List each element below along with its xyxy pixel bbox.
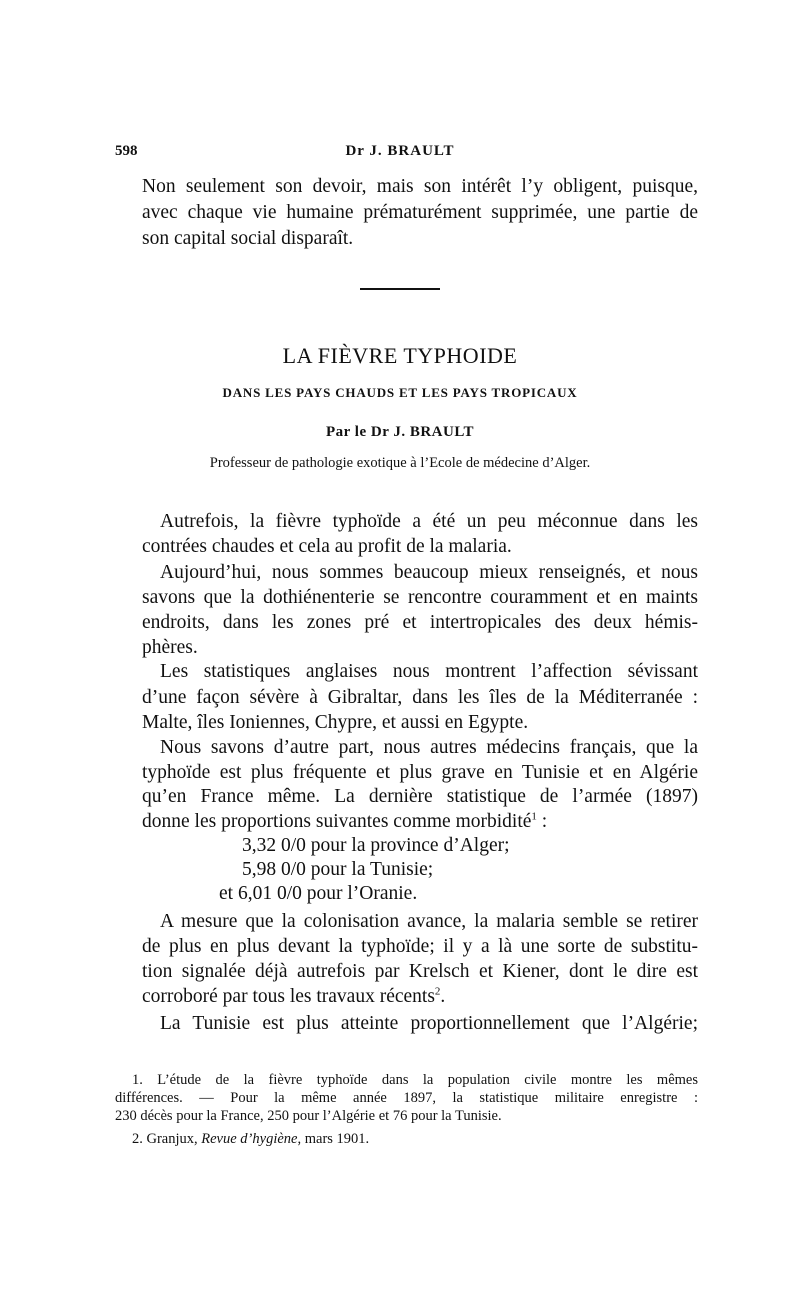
statistic-line: et 6,01 0/0 pour l’Oranie. bbox=[219, 883, 418, 904]
footnote-ref: 1 bbox=[531, 810, 537, 823]
text-line: Non seulement son devoir, mais son intérêt l’y obligent, puisque, bbox=[142, 176, 698, 197]
section-divider bbox=[360, 288, 440, 290]
text-line: tion signalée déjà autrefois par Krelsch et Kiener, dont le dire est bbox=[142, 961, 698, 982]
text-line: avec chaque vie humaine prématurément supprimée, une partie de bbox=[142, 202, 698, 223]
text-line: endroits, dans les zones pré et intertropicales des deux hémis- bbox=[142, 612, 698, 633]
running-head: Dr J. BRAULT bbox=[345, 143, 455, 159]
footnote-line: 1. L’étude de la fièvre typhoïde dans la population civile montre les mêmes bbox=[132, 1072, 698, 1088]
text-line: savons que la dothiénenterie se rencontre couramment et en maints bbox=[142, 587, 698, 608]
text-line: Les statistiques anglaises nous montrent l’affection sévissant bbox=[160, 661, 698, 682]
text-line: Nous savons d’autre part, nous autres médecins français, que la bbox=[160, 737, 698, 758]
text-line: Autrefois, la fièvre typhoïde a été un peu méconnue dans les bbox=[160, 511, 698, 532]
footnote-line: 2. Granjux, Revue d’hygiène, mars 1901. bbox=[132, 1131, 370, 1147]
footnote-ref: 2 bbox=[434, 985, 441, 998]
text-line: qu’en France même. La dernière statistique de l’armée (1897) bbox=[142, 786, 698, 807]
article-byline: Par le Dr J. BRAULT bbox=[326, 424, 474, 440]
text-line: son capital social disparaît. bbox=[142, 228, 354, 249]
author-affiliation: Professeur de pathologie exotique à l’Ecole de médecine d’Alger. bbox=[209, 455, 591, 471]
text-line: Aujourd’hui, nous sommes beaucoup mieux renseignés, et nous bbox=[160, 562, 698, 583]
statistic-line: 5,98 0/0 pour la Tunisie; bbox=[242, 859, 434, 880]
article-subtitle: DANS LES PAYS CHAUDS ET LES PAYS TROPICAUX bbox=[222, 385, 578, 400]
text-line: d’une façon sévère à Gibraltar, dans les îles de la Méditerranée : bbox=[142, 687, 698, 708]
text-line: phères. bbox=[142, 637, 198, 658]
journal-title: Revue d’hygiène bbox=[201, 1131, 298, 1147]
footnote-line: différences. — Pour la même année 1897, la statistique militaire enregistre : bbox=[115, 1090, 698, 1106]
text-line: Malte, îles Ioniennes, Chypre, et aussi en Egypte. bbox=[142, 712, 529, 733]
text-line: A mesure que la colonisation avance, la malaria semble se retirer bbox=[160, 911, 698, 932]
text-line: corroboré par tous les travaux récents$^2$. bbox=[142, 985, 446, 1007]
text-line: donne les proportions suivantes comme morbidité$^1$ : bbox=[142, 810, 548, 832]
article-title: LA FIÈVRE TYPHOIDE bbox=[282, 343, 518, 368]
text-line: contrées chaudes et cela au profit de la malaria. bbox=[142, 536, 512, 557]
footnote-line: 230 décès pour la France, 250 pour l’Algérie et 76 pour la Tunisie. bbox=[115, 1108, 502, 1124]
text-line: de plus en plus devant la typhoïde; il y a là une sorte de substitu- bbox=[142, 936, 698, 957]
text-line: La Tunisie est plus atteinte proportionnellement que l’Algérie; bbox=[160, 1013, 698, 1034]
page-number: 598 bbox=[115, 143, 138, 159]
statistic-line: 3,32 0/0 pour la province d’Alger; bbox=[242, 835, 510, 856]
text-line: typhoïde est plus fréquente et plus grave en Tunisie et en Algérie bbox=[142, 762, 698, 783]
